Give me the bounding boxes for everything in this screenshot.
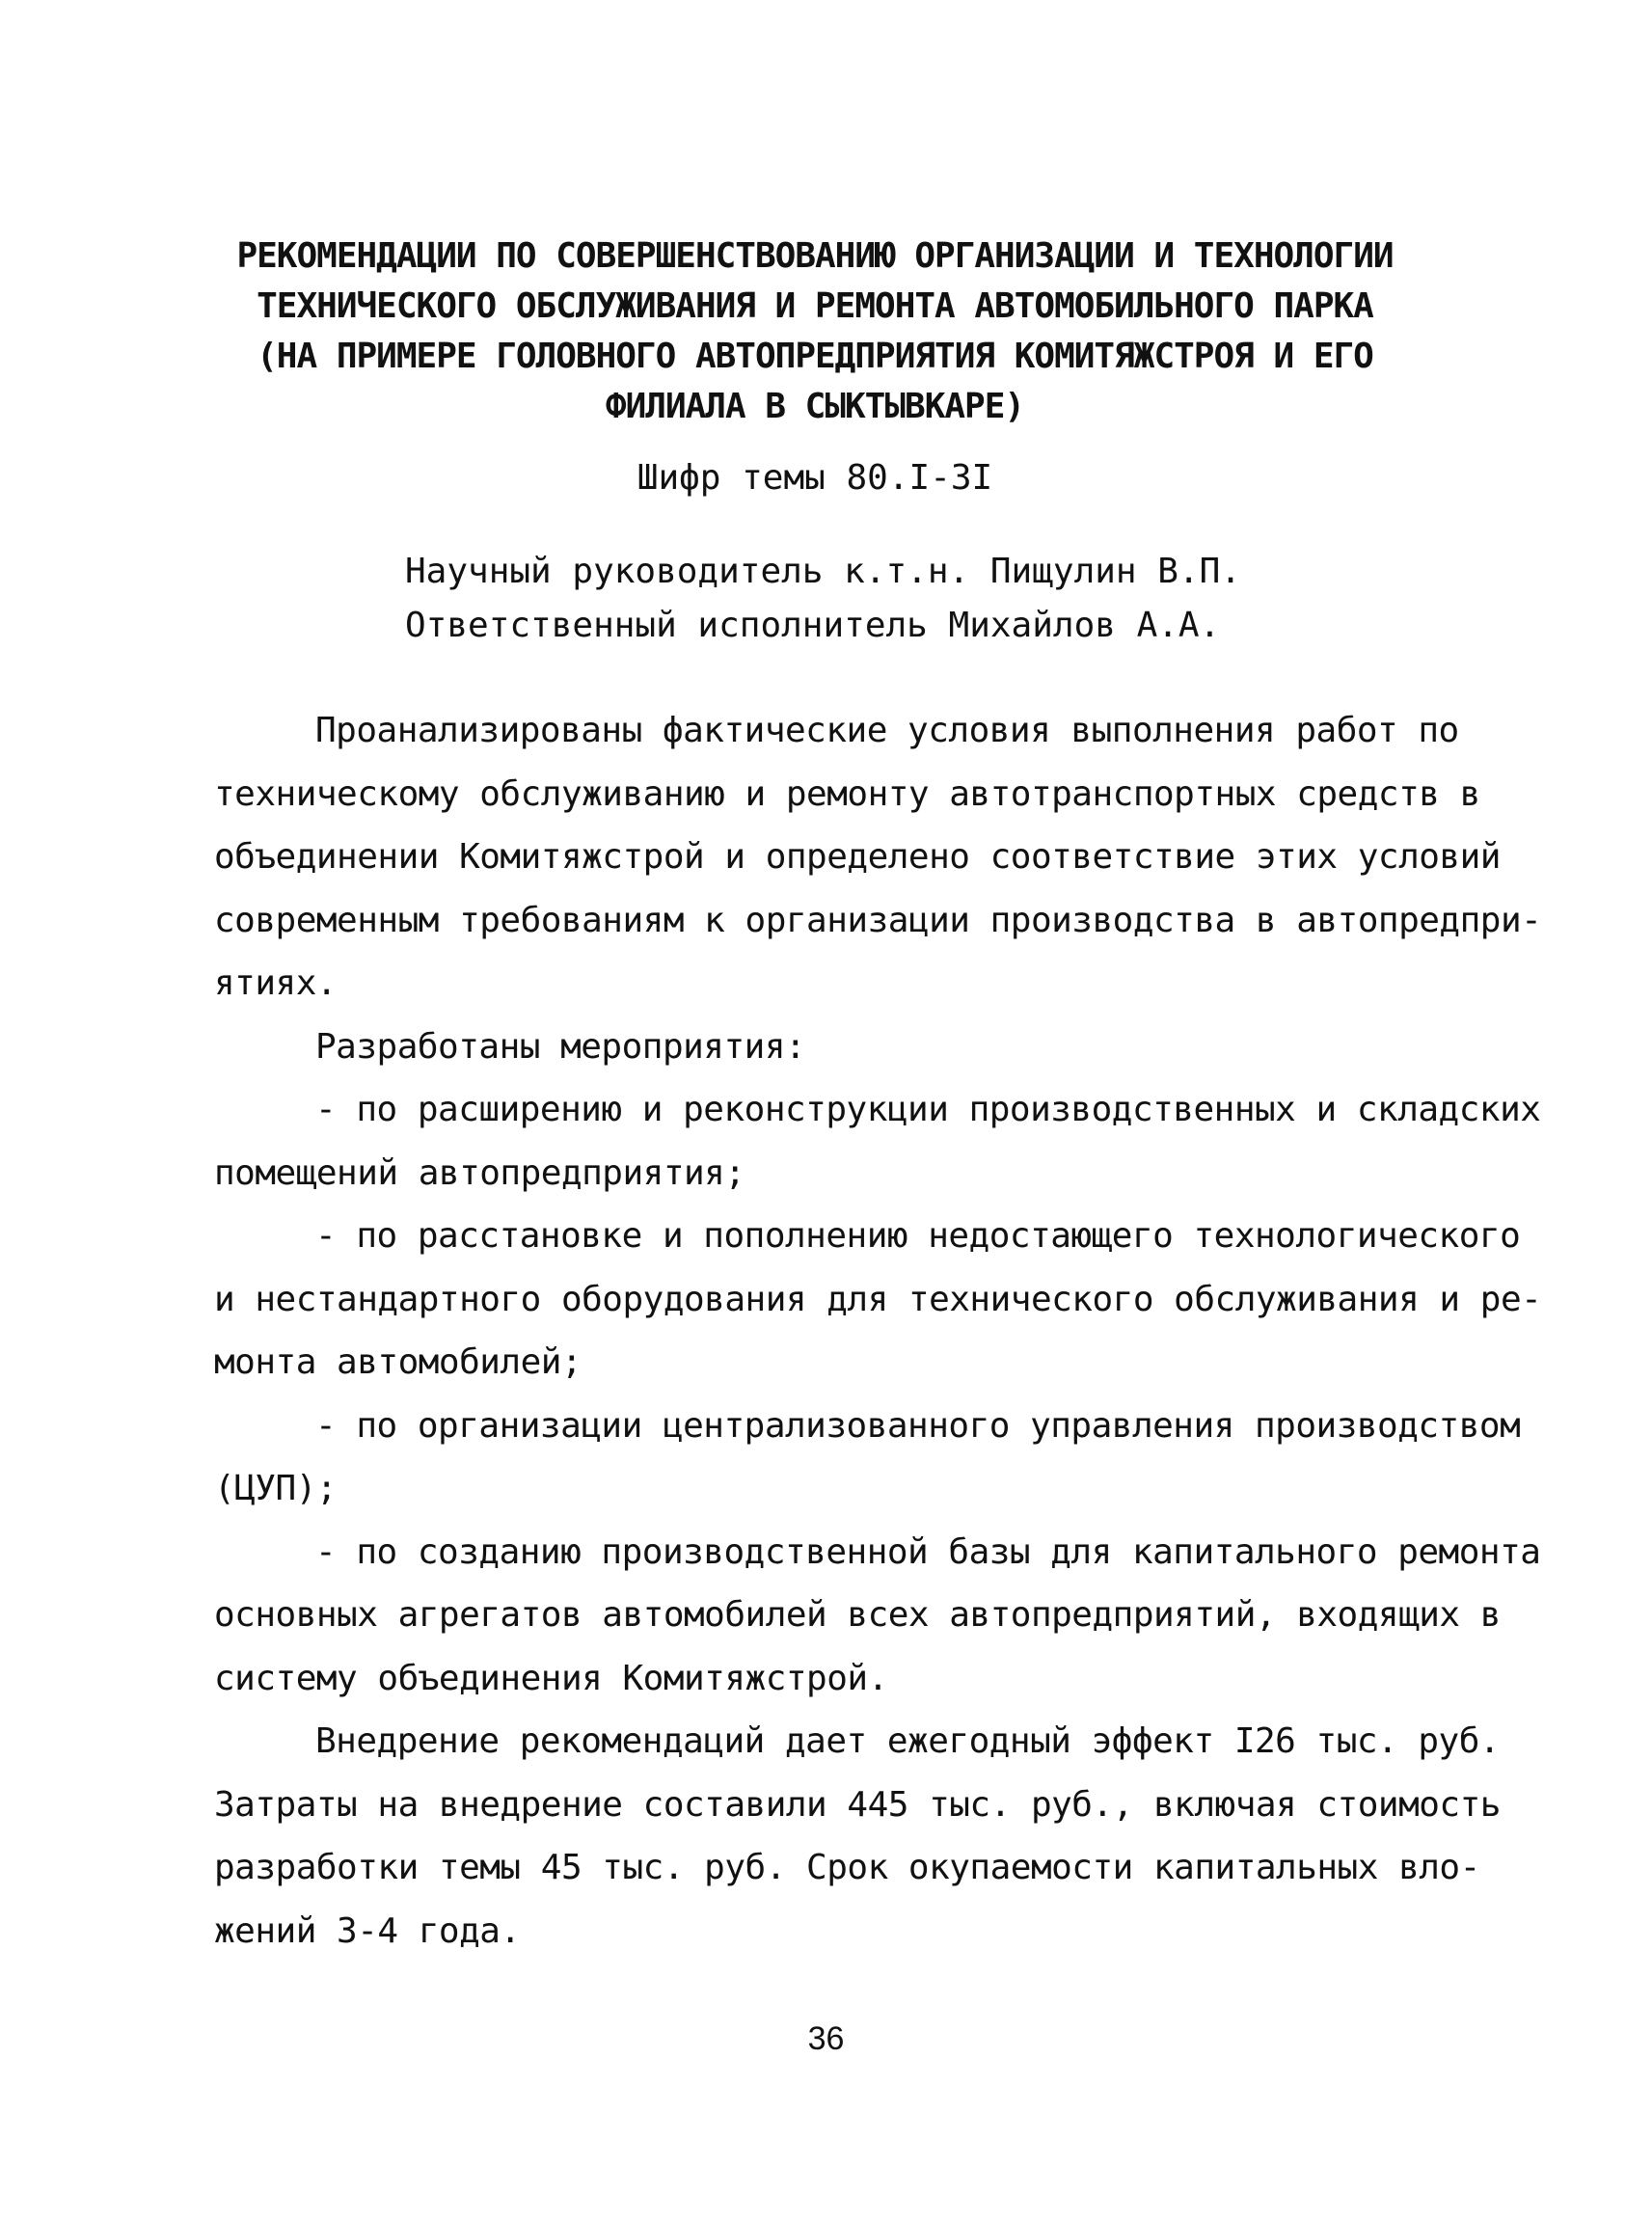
body-line: жений 3-4 года. xyxy=(214,1910,521,1951)
body-line: разработки темы 45 тыс. руб. Срок окупаемости капитальных вло- xyxy=(214,1848,1480,1887)
body-line: Внедрение рекомендаций дает ежегодный эффект I26 тыс. руб. xyxy=(315,1721,1501,1761)
body-line: техническому обслуживанию и ремонту автотранспортных средств в xyxy=(214,773,1480,814)
page-number: 36 xyxy=(807,2020,845,2057)
document-title xyxy=(174,231,1456,432)
body-line: ятиях. xyxy=(214,963,338,1003)
responsible-executor: Ответственный исполнитель Михайлов А.А. xyxy=(405,606,1221,645)
body-line: - по расстановке и пополнению недостающего технологического xyxy=(315,1216,1521,1256)
body-line: - по организации централизованного управления производством xyxy=(315,1405,1521,1446)
body-line: и нестандартного оборудования для технического обслуживания и ре- xyxy=(214,1279,1542,1319)
body-line: Проанализированы фактические условия выполнения работ по xyxy=(315,711,1459,750)
title-line: ТЕХНИЧЕСКОГО ОБСЛУЖИВАНИЯ И РЕМОНТА АВТОМОБИЛЬНОГО ПАРКА xyxy=(257,286,1373,326)
scientific-supervisor: Научный руководитель к.т.н. Пищулин В.П. xyxy=(405,552,1241,591)
abstract-body xyxy=(214,699,1542,1963)
body-line: (ЦУП); xyxy=(214,1469,338,1508)
body-line: монта автомобилей; xyxy=(214,1342,582,1382)
body-line: - по расширению и реконструкции производственных и складских xyxy=(315,1090,1541,1129)
body-line: объединении Комитяжстрой и определено соответствие этих условий xyxy=(214,837,1501,877)
body-line: Разработаны мероприятия: xyxy=(315,1026,806,1067)
body-line: систему объединения Комитяжстрой. xyxy=(214,1658,888,1698)
body-line: современным требованиям к организации производства в автопредпри- xyxy=(214,900,1542,940)
body-line: основных агрегатов автомобилей всех автопредприятий, входящих в xyxy=(214,1595,1501,1635)
title-line: (НА ПРИМЕРЕ ГОЛОВНОГО АВТОПРЕДПРИЯТИЯ КОМИТЯЖСТРОЯ И ЕГО xyxy=(257,337,1373,376)
body-line: Затраты на внедрение составили 445 тыс. руб., включая стоимость xyxy=(214,1784,1501,1825)
body-line: - по созданию производственной базы для капитального ремонта xyxy=(315,1531,1541,1572)
responsible-people xyxy=(405,545,1241,653)
title-line: РЕКОМЕНДАЦИИ ПО СОВЕРШЕНСТВОВАНИЮ ОРГАНИЗАЦИИ И ТЕХНОЛОГИИ xyxy=(236,236,1394,276)
body-line: помещений автопредприятия; xyxy=(214,1152,745,1193)
title-line: ФИЛИАЛА В СЫКТЫВКАРЕ) xyxy=(605,387,1025,426)
topic-cipher: Шифр темы 80.I-3I xyxy=(636,458,993,498)
